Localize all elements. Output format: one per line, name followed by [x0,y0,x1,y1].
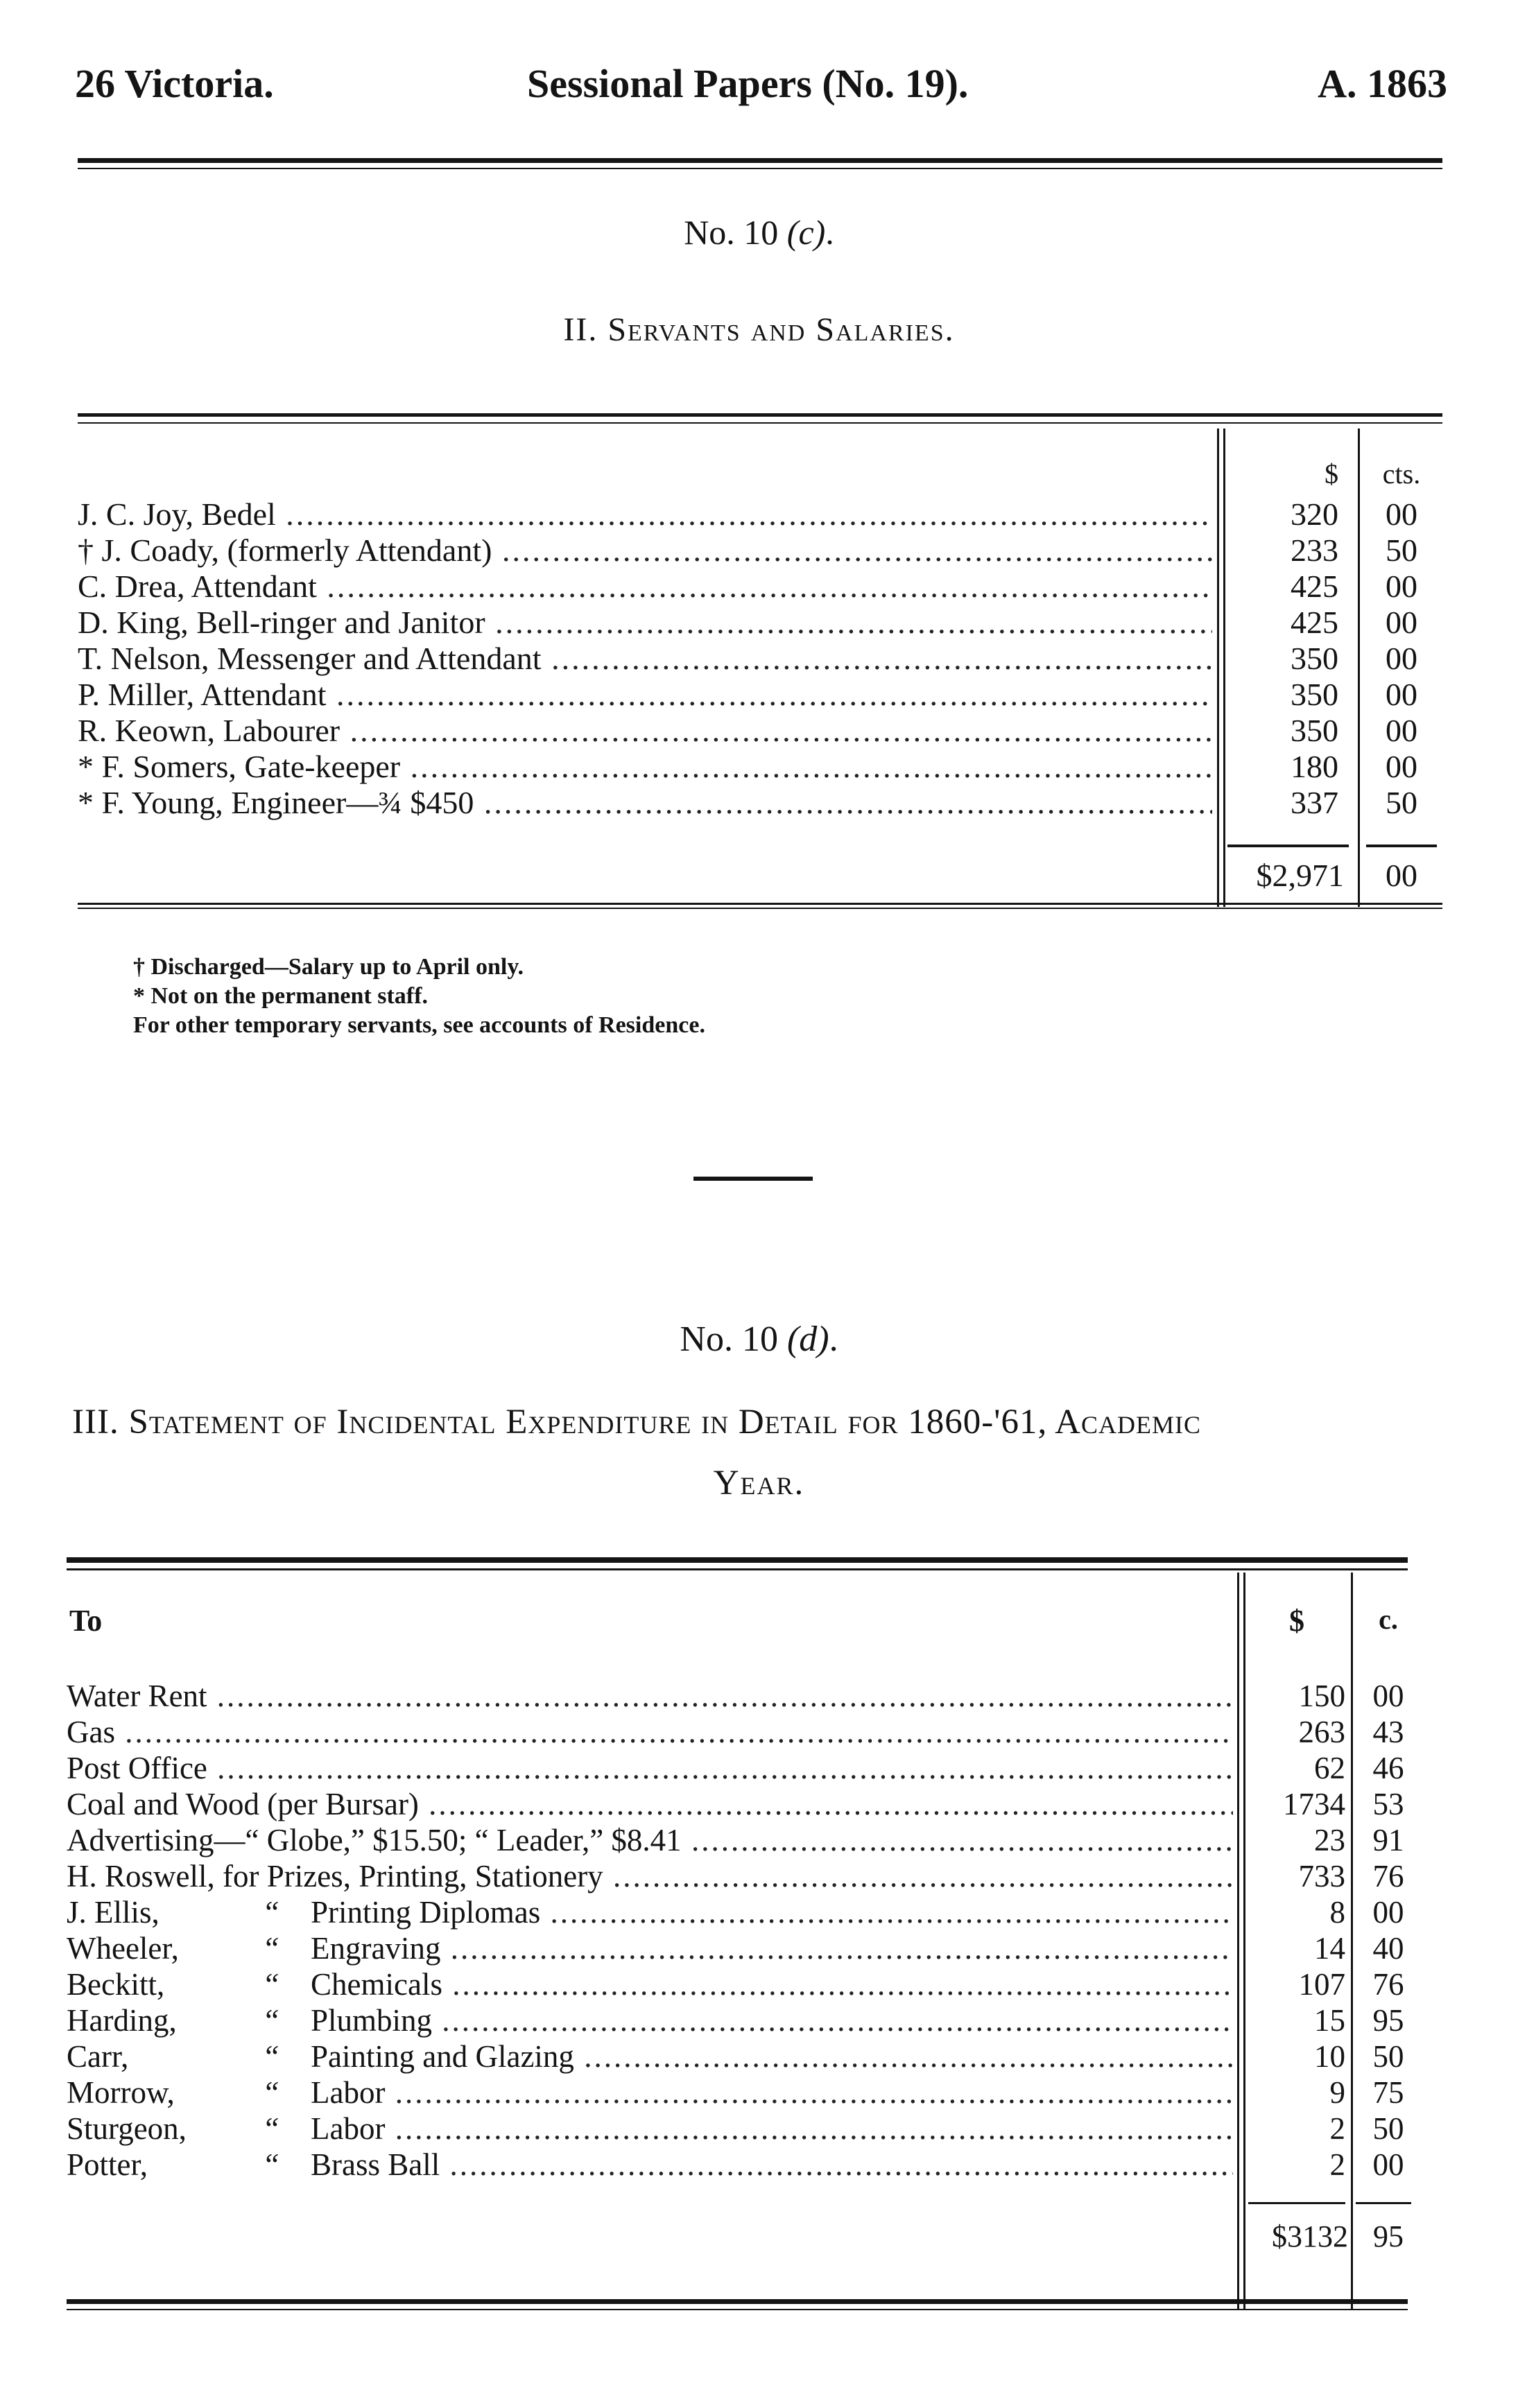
section-d-total-cents: 95 [1373,2219,1404,2253]
expense-dollars: 2 [1329,2111,1345,2146]
section-d-top-rule [67,1557,1408,1563]
ditto-mark: “ [262,2147,280,2182]
expense-cents: 91 [1372,1823,1404,1857]
section-d-total-dollars: $3132 [1272,2219,1348,2253]
ditto-mark: “ [262,1967,280,2002]
expense-cents: 00 [1372,2147,1404,2182]
expense-dollars: 8 [1329,1895,1345,1930]
section-c-sum-rule-cents [1366,844,1437,847]
payee-name: Potter, [67,2147,148,2182]
ditto-mark: “ [262,1931,280,1966]
ditto-mark: “ [262,2111,280,2146]
expenditure-row [0,1858,1518,1894]
salary-cents: 00 [1386,641,1417,676]
salary-cents: 00 [1386,496,1417,532]
salary-dollars: 320 [1291,496,1338,532]
expense-dollars: 10 [1314,2039,1345,2074]
employee-name: C. Drea, Attendant ..... [78,569,1212,605]
payee-name: Gas ..... [67,1714,1233,1750]
section-c-bottom-rule [78,903,1442,905]
salary-row [0,641,1518,677]
expense-dollars: 107 [1298,1967,1345,2002]
section-divider [693,1177,813,1181]
employee-name: † J. Coady, (formerly Attendant) ..... [78,532,1212,569]
salary-row [0,605,1518,641]
session-label: 26 Victoria. [75,61,274,106]
salary-dollars: 425 [1291,605,1338,640]
salary-cents: 50 [1386,785,1417,820]
section-d-dollars-header: $ [1289,1604,1304,1638]
expense-dollars: 2 [1329,2147,1345,2182]
salary-cents: 00 [1386,677,1417,712]
expense-dollars: 23 [1314,1823,1345,1857]
salary-row [0,496,1518,532]
salary-cents: 50 [1386,532,1417,568]
section-d-top-rule-thin [67,1568,1408,1570]
expense-item: Engraving ..... [311,1930,1233,1966]
employee-name: J. C. Joy, Bedel ..... [78,496,1212,532]
salary-cents: 00 [1386,605,1417,640]
employee-name: D. King, Bell-ringer and Janitor ..... [78,605,1212,641]
salary-dollars: 350 [1291,641,1338,676]
expense-dollars: 1734 [1283,1787,1345,1821]
section-d-cents-header: c. [1379,1604,1398,1635]
expense-item: Printing Diplomas ..... [311,1894,1233,1930]
expense-cents: 75 [1372,2075,1404,2110]
section-d-sum-rule-dollars [1248,2202,1345,2204]
employee-name: * F. Somers, Gate-keeper ..... [78,749,1212,785]
year-label: A. 1863 [1318,61,1447,106]
salary-row [0,569,1518,605]
employee-name: * F. Young, Engineer—¾ $450 ..... [78,785,1212,821]
employee-name: R. Keown, Labourer ..... [78,713,1212,749]
salary-cents: 00 [1386,713,1417,748]
section-d-to-header: To [69,1604,103,1638]
salary-dollars: 180 [1291,749,1338,784]
section-c-total-dollars: $2,971 [1256,858,1344,893]
expenditure-row [0,1894,1518,1930]
ditto-mark: “ [262,2075,280,2110]
expenditure-row [0,1822,1518,1858]
payee-name: Water Rent ..... [67,1678,1233,1714]
ditto-mark: “ [262,2039,280,2074]
expenditure-row [0,1786,1518,1822]
expense-item: Painting and Glazing ..... [311,2038,1233,2074]
expenditure-row [0,1678,1518,1714]
salary-dollars: 350 [1291,713,1338,748]
section-d-title-line1: III. Statement of Incidental Expenditure in Detail for 1860-'61, Academic [72,1403,1201,1441]
salary-cents: 00 [1386,569,1417,604]
expense-item: Plumbing ..... [311,2002,1233,2038]
payee-name: Coal and Wood (per Bursar) ..... [67,1786,1233,1822]
expense-cents: 40 [1372,1931,1404,1966]
expense-dollars: 62 [1314,1751,1345,1785]
expense-cents: 95 [1372,2003,1404,2038]
expense-cents: 50 [1372,2039,1404,2074]
payee-name: Wheeler, [67,1931,179,1966]
payee-name: H. Roswell, for Prizes, Printing, Stationery ..... [67,1858,1233,1894]
employee-name: T. Nelson, Messenger and Attendant ..... [78,641,1212,677]
section-c-bottom-rule-thin [78,908,1442,909]
expense-cents: 76 [1372,1967,1404,2002]
salary-dollars: 233 [1291,532,1338,568]
expense-cents: 00 [1372,1895,1404,1930]
section-c-total-cents: 00 [1386,858,1417,893]
section-d-sum-rule-cents [1356,2202,1411,2204]
expense-item: Chemicals ..... [311,1966,1233,2002]
employee-name: P. Miller, Attendant ..... [78,677,1212,713]
expense-dollars: 263 [1298,1715,1345,1749]
expenditure-row [0,2147,1518,2183]
payee-name: Advertising—“ Globe,” $15.50; “ Leader,” $8.41 ..... [67,1822,1233,1858]
expense-dollars: 15 [1314,2003,1345,2038]
expense-item: Labor ..... [311,2074,1233,2111]
footnote-temporary-servants: For other temporary servants, see accounts of Residence. [133,1012,705,1038]
ditto-mark: “ [262,2003,280,2038]
payee-name: J. Ellis, [67,1895,159,1930]
section-d-bottom-rule-thin [67,2309,1408,2310]
ditto-mark: “ [262,1895,280,1930]
expenditure-row [0,2074,1518,2111]
section-d-number: No. 10 (d). [680,1319,838,1359]
header-rule-thick [78,158,1442,163]
publication-title: Sessional Papers (No. 19). [527,61,969,106]
expense-cents: 50 [1372,2111,1404,2146]
salary-row [0,677,1518,713]
expense-item: Labor ..... [311,2111,1233,2147]
expense-cents: 76 [1372,1859,1404,1894]
header-rule-thin [78,168,1442,169]
section-c-sum-rule-dollars [1227,844,1349,847]
salary-row [0,532,1518,569]
section-c-number: No. 10 (c). [684,213,834,252]
expense-cents: 00 [1372,1679,1404,1713]
section-c-dollars-header: $ [1325,458,1338,490]
section-c-top-rule [78,413,1442,417]
expense-dollars: 9 [1329,2075,1345,2110]
salary-row [0,749,1518,785]
expenditure-row [0,1966,1518,2002]
expense-dollars: 733 [1298,1859,1345,1894]
expenditure-row [0,1750,1518,1786]
payee-name: Harding, [67,2003,177,2038]
expense-item: Brass Ball ..... [311,2147,1233,2183]
salary-dollars: 425 [1291,569,1338,604]
salary-row [0,785,1518,821]
salary-dollars: 350 [1291,677,1338,712]
section-d-title-line2: Year. [713,1464,805,1502]
section-c-top-rule-thin [78,422,1442,424]
salary-cents: 00 [1386,749,1417,784]
salary-dollars: 337 [1291,785,1338,820]
expense-cents: 53 [1372,1787,1404,1821]
payee-name: Morrow, [67,2075,175,2110]
payee-name: Beckitt, [67,1967,165,2002]
section-c-title: II. Servants and Salaries. [563,311,955,348]
footnote-discharged: † Discharged—Salary up to April only. [133,954,524,980]
expense-dollars: 150 [1298,1679,1345,1713]
expenditure-row [0,1714,1518,1750]
section-d-bottom-rule [67,2299,1408,2304]
expense-dollars: 14 [1314,1931,1345,1966]
expense-cents: 43 [1372,1715,1404,1749]
expenditure-row [0,1930,1518,1966]
expenditure-row [0,2002,1518,2038]
expenditure-row [0,2111,1518,2147]
payee-name: Sturgeon, [67,2111,187,2146]
section-c-cents-header: cts. [1382,458,1421,490]
expenditure-row [0,2038,1518,2074]
footnote-not-permanent: * Not on the permanent staff. [133,983,428,1009]
payee-name: Post Office ..... [67,1750,1233,1786]
salary-row [0,713,1518,749]
payee-name: Carr, [67,2039,129,2074]
expense-cents: 46 [1372,1751,1404,1785]
